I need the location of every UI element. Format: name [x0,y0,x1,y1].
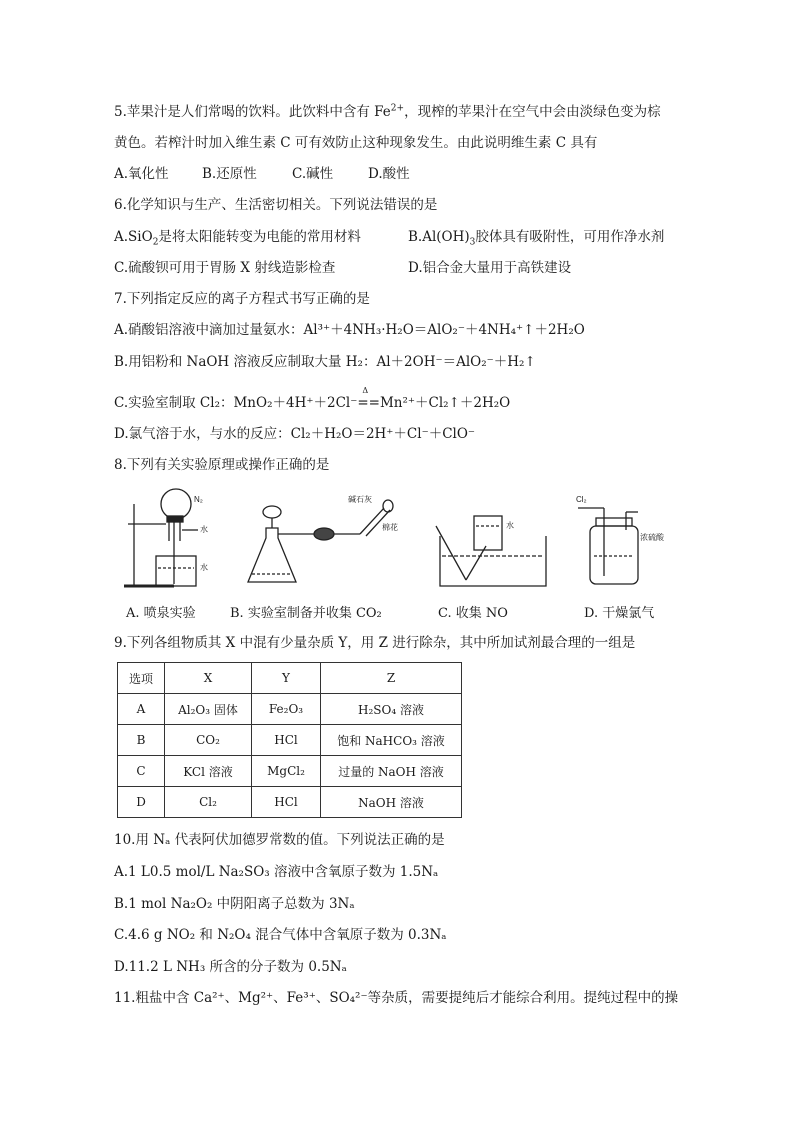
label-soda-lime: 碱石灰 [348,495,372,504]
q9-stem: 9.下列各组物质其 X 中混有少量杂质 Y，用 Z 进行除杂，其中所加试剂最合理的一组是 [114,635,636,651]
q7-option-a: A.硝酸铝溶液中滴加过量氨水：Al³⁺＋4NH₃·H₂O＝AlO₂⁻＋4NH₄⁺↑＋2H₂O [114,322,585,338]
q8-figure [114,486,674,626]
q10-stem: 10.用 Nₐ 代表阿伏加德罗常数的值。下列说法正确的是 [114,832,445,848]
label-conc-h2so4: 浓硫酸 [640,533,664,542]
q5-option-b: B.还原性 [202,166,257,182]
q10-option-a: A.1 L0.5 mol/L Na₂SO₃ 溶液中含氧原子数为 1.5Nₐ [114,864,439,880]
q6-option-a: A.SiO$_2$是将太阳能转变为电能的常用材料 [114,229,361,248]
q8-stem: 8.下列有关实验原理或操作正确的是 [114,457,330,473]
delta-mark: Δ [362,386,369,395]
table-header-row: 选项 X Y Z [118,663,462,694]
q6-option-b: $B.Al(OH)_3$胶体具有吸附性，可用作净水剂 [408,229,665,248]
table-row: D Cl₂ HCl NaOH 溶液 [118,787,462,818]
q5-option-d: D.酸性 [368,166,410,182]
q7-option-b: B.用铝粉和 NaOH 溶液反应制取大量 H₂：Al＋2OH⁻＝AlO₂⁻＋H₂↑ [114,354,536,370]
table-row: B CO₂ HCl 饱和 NaHCO₃ 溶液 [118,725,462,756]
q5-option-a: A.氧化性 [114,166,169,182]
q7-stem: 7.下列指定反应的离子方程式书写正确的是 [114,291,370,307]
collect-no-apparatus [436,516,546,586]
q10-option-b: B.1 mol Na₂O₂ 中阴阳离子总数为 3Nₐ [114,896,355,912]
caption-c: C. 收集 NO [438,606,508,621]
label-cl2: Cl₂ [576,495,587,504]
fountain-apparatus [124,489,198,586]
q5-stem-line2: 黄色。若榨汁时加入维生素 C 可有效防止这种现象发生。由此说明维生素 C 具有 [114,135,598,151]
table-row: C KCl 溶液 MgCl₂ 过量的 NaOH 溶液 [118,756,462,787]
q10-option-d: D.11.2 L NH₃ 所含的分子数为 0.5Nₐ [114,959,347,975]
apparatus-diagrams [114,486,674,601]
label-water1: 水 [200,525,208,534]
q9-table [117,662,462,818]
co2-apparatus [248,500,393,582]
table-row: A Al₂O₃ 固体 Fe₂O₃ H₂SO₄ 溶液 [118,694,462,725]
q6-option-c: C.硫酸钡可用于胃肠 X 射线造影检查 [114,260,336,276]
caption-d: D. 干燥氯气 [584,606,655,621]
q7-option-c: C.实验室制取 Cl₂：MnO₂＋4H⁺＋2Cl⁻ Δ ==Mn²⁺＋Cl₂↑＋2H₂O [114,393,510,413]
label-n2: N₂ [194,495,203,504]
caption-b: B. 实验室制备并收集 CO₂ [230,606,382,621]
dry-cl2-apparatus [578,508,638,584]
q5-options [114,164,410,184]
q6-option-d: D.铝合金大量用于高铁建设 [408,260,572,276]
q10-option-c: C.4.6 g NO₂ 和 N₂O₄ 混合气体中含氧原子数为 0.3Nₐ [114,927,447,943]
label-water2: 水 [200,563,208,572]
q11-stem-line1: 11.粗盐中含 Ca²⁺、Mg²⁺、Fe³⁺、SO₄²⁻等杂质，需要提纯后才能综合利用。提纯过程中的操 [114,990,679,1006]
q5-stem-line1: 5.苹果汁是人们常喝的饮料。此饮料中含有 $Fe^{2+}$，现榨的苹果汁在空气中会由淡绿色变为棕 [114,103,661,120]
q7-option-d: D.氯气溶于水，与水的反应：Cl₂＋H₂O＝2H⁺＋Cl⁻＋ClO⁻ [114,426,476,442]
label-cotton: 棉花 [382,523,398,532]
q5-option-c: C.碱性 [292,166,334,182]
caption-a: A. 喷泉实验 [126,606,196,621]
label-water3: 水 [506,521,514,530]
q6-stem: 6.化学知识与生产、生活密切相关。下列说法错误的是 [114,197,438,213]
